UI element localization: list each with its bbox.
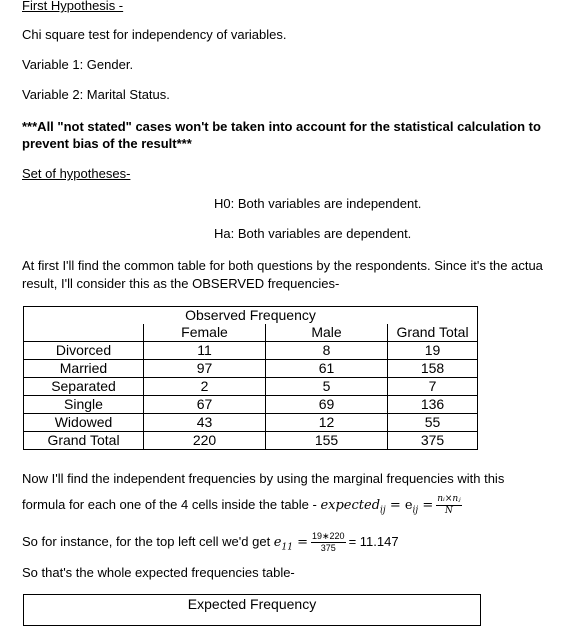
formula-fraction: [436, 494, 461, 517]
column-header-grand-total: Grand Total: [388, 324, 478, 342]
cell-total: 158: [388, 360, 478, 378]
row-label: Grand Total: [24, 432, 144, 450]
cell-male: 12: [266, 414, 388, 432]
table-row: [24, 342, 478, 360]
formula-e-subscript: ij: [412, 505, 419, 516]
column-header-male: Male: [266, 324, 388, 342]
cell-male: 69: [266, 396, 388, 414]
example-text: So for instance, for the top left cell we'd get: [22, 533, 274, 549]
cell-total: 375: [388, 432, 478, 450]
row-label: Divorced: [24, 342, 144, 360]
table-title: Observed Frequency: [24, 307, 478, 325]
example-result: = 11.147: [348, 533, 399, 549]
table-row: [24, 396, 478, 414]
null-hypothesis: H0: Both variables are independent.: [214, 196, 422, 211]
intro-line-2: result, I'll consider this as the OBSERVED frequencies-: [22, 276, 340, 291]
hypotheses-heading: Set of hypotheses-: [22, 166, 131, 181]
note-line-1: ***All "not stated" cases won't be taken into account for the statistical calculation to: [22, 119, 541, 134]
table-row-grand-total: [24, 432, 478, 450]
cell-female: 220: [144, 432, 266, 450]
example-fraction: [311, 531, 346, 554]
section-heading: First Hypothesis -: [22, 0, 124, 13]
cell-female: 11: [144, 342, 266, 360]
variable-1: Variable 1: Gender.: [22, 57, 134, 72]
formula-denominator: N: [444, 506, 453, 516]
table-row: [24, 378, 478, 396]
intro-line-1: At first I'll find the common table for both questions by the respondents. Since it's the actua: [22, 258, 543, 273]
table-row: [24, 414, 478, 432]
formula-line-1: Now I'll find the independent frequencies by using the marginal frequencies with this: [22, 471, 505, 486]
row-label: Separated: [24, 378, 144, 396]
cell-male: 5: [266, 378, 388, 396]
column-header-female: Female: [144, 324, 266, 342]
alternative-hypothesis: Ha: Both variables are dependent.: [214, 226, 412, 241]
cell-female: 43: [144, 414, 266, 432]
table-row: [24, 360, 478, 378]
cell-male: 61: [266, 360, 388, 378]
formula-text: formula for each one of the 4 cells inside the table -: [22, 496, 321, 512]
cell-total: 136: [388, 396, 478, 414]
cell-female: 2: [144, 378, 266, 396]
example-e: e: [273, 534, 282, 550]
formula-expected: expected: [320, 497, 381, 513]
cell-male: 8: [266, 342, 388, 360]
test-description: Chi square test for independency of variables.: [22, 27, 287, 42]
formula-numerator: nᵢ×nⱼ: [437, 494, 461, 504]
cell-female: 67: [144, 396, 266, 414]
column-header-blank: [24, 324, 144, 342]
example-subscript: 11: [281, 542, 293, 553]
formula-equals: = e: [385, 497, 413, 513]
example-denominator: 375: [320, 543, 336, 553]
expected-intro: So that's the whole expected frequencies table-: [22, 565, 295, 580]
row-label: Married: [24, 360, 144, 378]
cell-total: 55: [388, 414, 478, 432]
cell-total: 7: [388, 378, 478, 396]
cell-female: 97: [144, 360, 266, 378]
formula-line-2: formula for each one of the 4 cells inside the table - expected$_{ij}$ = $e_{ij}$ = $\frac{\text{nᵢ×nⱼ}}{N}$: [22, 494, 461, 516]
row-label: Single: [24, 396, 144, 414]
variable-2: Variable 2: Marital Status.: [22, 87, 170, 102]
cell-male: 155: [266, 432, 388, 450]
formula-subscript: ij: [380, 505, 386, 516]
expected-frequency-table: [23, 594, 481, 626]
note-line-2: prevent bias of the result***: [22, 136, 192, 151]
row-label: Widowed: [24, 414, 144, 432]
cell-total: 19: [388, 342, 478, 360]
example-line: So for instance, for the top left cell we'd get $e_{11}$ = $\frac{19∗220}{375}$ = 11.147: [22, 531, 399, 553]
example-numerator: 19∗220: [311, 531, 345, 541]
observed-frequency-table: [23, 306, 478, 450]
expected-table-title: Expected Frequency: [187, 596, 317, 612]
